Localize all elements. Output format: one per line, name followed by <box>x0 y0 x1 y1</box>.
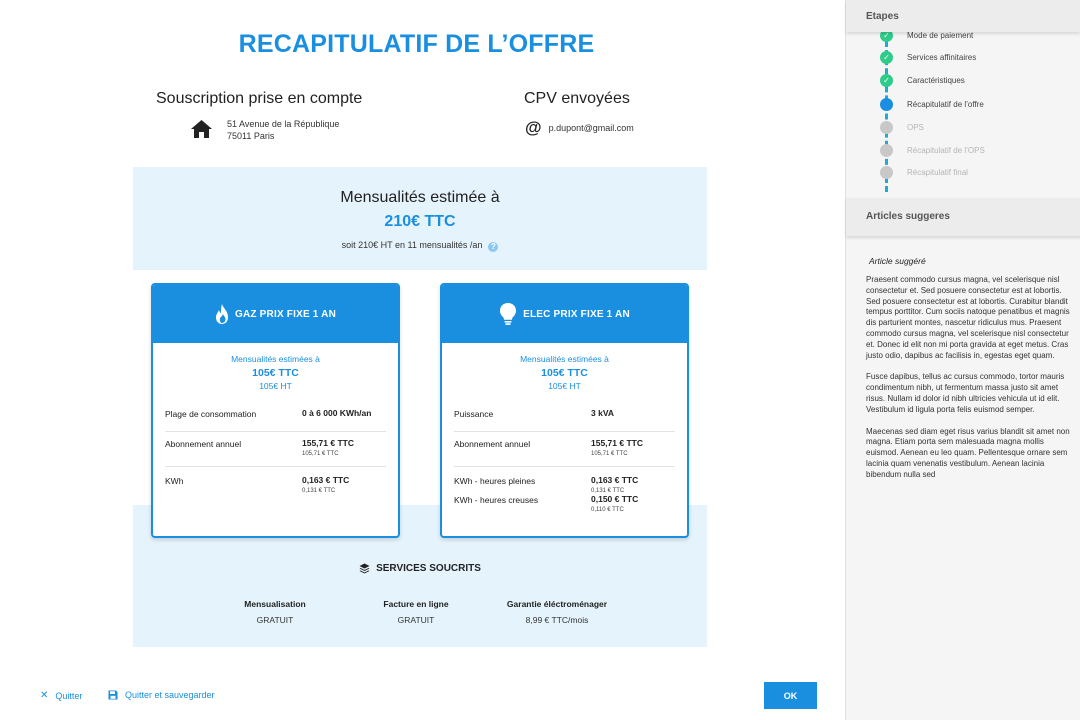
current-step-icon <box>880 98 893 111</box>
quit-save-link[interactable] <box>108 690 215 700</box>
table-row <box>454 408 675 432</box>
layers-icon <box>359 563 370 574</box>
close-icon: ✕ <box>40 690 49 701</box>
articles-title: Articles suggeres <box>846 198 1080 236</box>
email-block <box>525 120 634 136</box>
steps-title: Etapes <box>846 0 1080 32</box>
estimate-subtitle-text: soit 210€ HT en 11 mensualités /an <box>341 240 483 250</box>
gaz-price-ht: 105€ HT <box>259 381 292 391</box>
quit-link[interactable] <box>40 690 82 701</box>
table-row <box>454 432 675 467</box>
step-label: Récapitulatif de l’offre <box>907 100 984 109</box>
row-key: KWh <box>165 476 184 486</box>
row-value: 155,71 € TTC <box>302 438 354 448</box>
lightbulb-icon <box>499 302 517 326</box>
quit-save-label: Quitter et sauvegarder <box>125 690 215 700</box>
check-icon: ✓ <box>880 51 893 64</box>
elec-price-ttc: 105€ TTC <box>541 367 588 379</box>
row-subvalue: 0,131 € TTC <box>591 488 625 494</box>
step-ops <box>880 121 924 134</box>
pending-step-icon <box>880 166 893 179</box>
step-recapitulatif-ops <box>880 144 985 157</box>
service-price: GRATUIT <box>256 615 294 625</box>
step-label: Récapitulatif de l’OPS <box>907 146 985 155</box>
row-key: Plage de consommation <box>165 409 257 419</box>
table-row <box>454 467 675 494</box>
step-services-affinitaires[interactable] <box>880 51 976 64</box>
quit-label: Quitter <box>55 690 83 701</box>
service-price: GRATUIT <box>397 615 435 625</box>
ok-button[interactable]: OK <box>764 682 817 709</box>
home-icon <box>190 119 213 144</box>
elec-sub-label: Mensualités estimées à <box>520 354 609 364</box>
row-key: Abonnement annuel <box>454 439 531 449</box>
page-title: RECAPITULATIF DE L’OFFRE <box>238 30 595 58</box>
row-subvalue: 105,71 € TTC <box>591 451 628 457</box>
address-line-1: 51 Avenue de la République <box>227 119 340 129</box>
row-value: 3 kVA <box>591 408 614 418</box>
article-paragraph: Maecenas sed diam eget risus varius blandit sit amet non magna. Etiam porta sem malesuada magna mollis euismod. Aenean eu leo quam. Pellentesque ornare sem lacinia quam venenatis vestibulum. Aenean lacinia bibendum nulla sed <box>866 426 1070 479</box>
row-key: Puissance <box>454 409 494 419</box>
service-name: Mensualisation <box>244 599 306 609</box>
address-line-2: 75011 Paris <box>227 130 275 141</box>
step-recapitulatif-offre[interactable] <box>880 98 984 111</box>
elec-card-title: ELEC PRIX FIXE 1 AN <box>523 308 630 320</box>
service-item <box>346 599 486 625</box>
service-name: Garantie éléctroménager <box>506 599 608 609</box>
row-value: 0,163 € TTC <box>302 475 350 485</box>
row-subvalue: 0,131 € TTC <box>302 488 336 494</box>
gaz-card-header <box>153 285 398 343</box>
service-name: Facture en ligne <box>383 599 449 609</box>
cpv-title: CPV envoyées <box>524 90 630 107</box>
table-row <box>454 494 675 513</box>
gaz-sub-label: Mensualités estimées à <box>231 354 320 364</box>
elec-offer-card <box>440 283 689 538</box>
check-icon: ✓ <box>880 74 893 87</box>
step-caracteristiques[interactable] <box>880 74 965 87</box>
elec-price-ht: 105€ HT <box>548 381 581 391</box>
table-row <box>165 467 386 494</box>
step-recapitulatif-final <box>880 166 968 179</box>
row-subvalue: 0,110 € TTC <box>591 507 624 513</box>
article-content <box>866 256 1071 492</box>
right-panel <box>845 0 1080 720</box>
row-subvalue: 105,71 € TTC <box>302 451 339 457</box>
flame-icon <box>215 303 229 325</box>
souscription-title: Souscription prise en compte <box>156 90 363 107</box>
article-paragraph: Praesent commodo cursus magna, vel scelerisque nisl consectetur et. Sed posuere consectetur est at lobortis. Sed posuere consectetur est at lobortis. Curabitur blandit tempus porttitor. Cum sociis natoque penatibus et magnis dis parturient montes, nascetur ridiculus mus. Praesent commodo cursus magna, vel scelerisque nisl consectetur et. Donec id elit non mi porta gravida at eget metus. Cras justo odio, dapibus ac facilisis in, egestas eget quam. <box>866 275 1070 360</box>
step-label: Caractéristiques <box>907 76 965 85</box>
service-price: 8,99 € TTC/mois <box>525 615 589 625</box>
row-key: KWh - heures creuses <box>454 495 539 505</box>
pending-step-icon <box>880 121 893 134</box>
pending-step-icon <box>880 144 893 157</box>
step-mode-de-paiement[interactable] <box>880 32 973 42</box>
services-title <box>133 563 707 574</box>
article-title: Article suggéré <box>869 256 926 266</box>
gaz-offer-card <box>151 283 400 538</box>
step-label: Récapitulatif final <box>907 168 968 177</box>
gaz-price-ttc: 105€ TTC <box>252 367 299 379</box>
at-sign-icon: @ <box>525 118 542 137</box>
step-label: Services affinitaires <box>907 53 977 62</box>
address-block <box>190 119 339 144</box>
estimate-price: 210€ TTC <box>384 213 456 230</box>
elec-card-header <box>442 285 687 343</box>
gaz-details <box>165 408 386 494</box>
table-row <box>165 408 386 432</box>
check-icon: ✓ <box>880 32 893 42</box>
services-title-text: SERVICES SOUCRITS <box>376 563 481 574</box>
row-key: KWh - heures pleines <box>454 476 536 486</box>
row-value: 0,163 € TTC <box>591 475 639 485</box>
email-address: p.dupont@gmail.com <box>548 123 634 133</box>
steps-list <box>846 32 1080 196</box>
row-value: 0,150 € TTC <box>591 494 639 504</box>
save-icon <box>108 690 118 700</box>
step-label: OPS <box>907 123 924 132</box>
estimate-subtitle <box>133 240 707 252</box>
elec-details <box>454 408 675 513</box>
gaz-card-title: GAZ PRIX FIXE 1 AN <box>234 308 337 320</box>
row-value: 0 à 6 000 KWh/an <box>302 408 372 418</box>
help-icon[interactable]: ? <box>488 242 498 252</box>
service-item <box>487 599 627 625</box>
table-row <box>165 432 386 467</box>
row-key: Abonnement annuel <box>165 439 242 449</box>
step-label: Mode de paiement <box>907 32 974 40</box>
service-item <box>205 599 345 625</box>
article-paragraph: Fusce dapibus, tellus ac cursus commodo, tortor mauris condimentum nibh, ut fermentum massa justo sit amet risus. Nullam id dolor id nibh ultricies vehicula ut id elit. Vestibulum id ligula porta felis euismod semper. <box>866 372 1065 414</box>
row-value: 155,71 € TTC <box>591 438 643 448</box>
estimate-title: Mensualités estimée à <box>340 189 500 206</box>
